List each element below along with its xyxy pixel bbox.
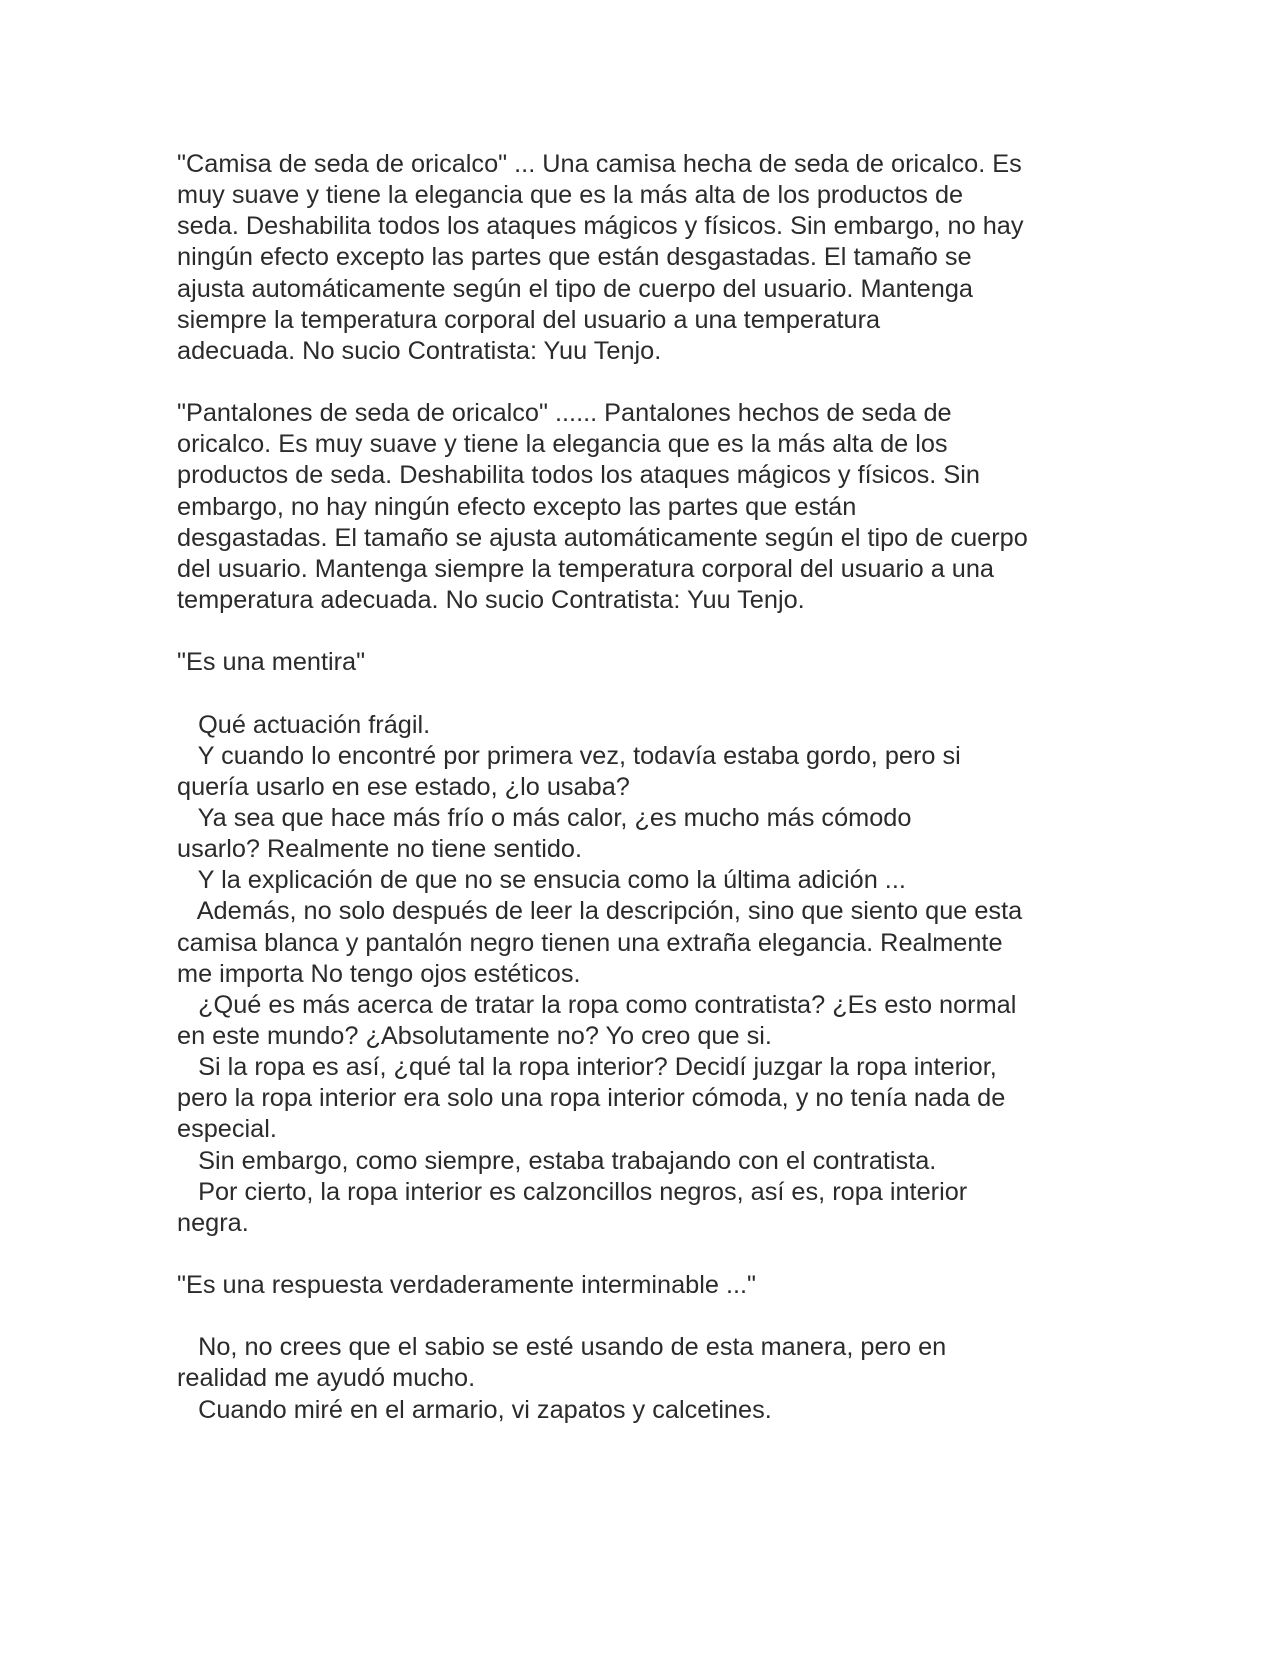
text-line: negra.: [177, 1208, 249, 1237]
text-line: Ya sea que hace más frío o más calor, ¿es mucho más cómodo: [177, 803, 912, 832]
text-line: seda. Deshabilita todos los ataques mágicos y físicos. Sin embargo, no hay: [177, 212, 1024, 241]
blank-line: [177, 1239, 1107, 1270]
text-line: quería usarlo en ese estado, ¿lo usaba?: [177, 772, 630, 801]
blank-line: [177, 616, 1107, 647]
text-line: Y la explicación de que no se ensucia como la última adición ...: [177, 866, 906, 895]
document-text: [177, 149, 1107, 1426]
text-line: Por cierto, la ropa interior es calzoncillos negros, así es, ropa interior: [177, 1177, 968, 1206]
text-line: me importa No tengo ojos estéticos.: [177, 959, 581, 988]
blank-line: [177, 678, 1107, 709]
text-line: Sin embargo, como siempre, estaba trabajando con el contratista.: [177, 1146, 937, 1175]
text-line: del usuario. Mantenga siempre la temperatura corporal del usuario a una: [177, 554, 994, 583]
text-line: embargo, no hay ningún efecto excepto las partes que están: [177, 492, 857, 521]
text-line: adecuada. No sucio Contratista: Yuu Tenjo.: [177, 336, 662, 365]
blank-line: [177, 367, 1107, 398]
text-line: Además, no solo después de leer la descripción, sino que siento que esta: [177, 897, 1023, 926]
text-line: Y cuando lo encontré por primera vez, todavía estaba gordo, pero si: [177, 741, 961, 770]
text-line: "Camisa de seda de oricalco" ... Una camisa hecha de seda de oricalco. Es: [177, 150, 1022, 178]
text-line: Qué actuación frágil.: [177, 710, 431, 739]
text-line: "Es una respuesta verdaderamente interminable ...": [177, 1271, 757, 1300]
text-line: ningún efecto excepto las partes que están desgastadas. El tamaño se: [177, 243, 972, 272]
text-line: en este mundo? ¿Absolutamente no? Yo creo que si.: [177, 1021, 772, 1050]
text-line: oricalco. Es muy suave y tiene la elegancia que es la más alta de los: [177, 430, 948, 459]
text-line: camisa blanca y pantalón negro tienen una extraña elegancia. Realmente: [177, 928, 1003, 957]
text-line: realidad me ayudó mucho.: [177, 1364, 476, 1393]
text-line: Si la ropa es así, ¿qué tal la ropa interior? Decidí juzgar la ropa interior,: [177, 1053, 997, 1082]
blank-line: [177, 1301, 1107, 1332]
text-line: pero la ropa interior era solo una ropa interior cómoda, y no tenía nada de: [177, 1084, 1006, 1113]
text-line: ¿Qué es más acerca de tratar la ropa como contratista? ¿Es esto normal: [177, 990, 1017, 1019]
text-line: No, no crees que el sabio se esté usando de esta manera, pero en: [177, 1333, 947, 1362]
text-line: desgastadas. El tamaño se ajusta automáticamente según el tipo de cuerpo: [177, 523, 1028, 552]
text-line: siempre la temperatura corporal del usuario a una temperatura: [177, 305, 881, 334]
text-line: muy suave y tiene la elegancia que es la más alta de los productos de: [177, 181, 964, 210]
text-line: "Es una mentira": [177, 648, 366, 677]
text-line: Cuando miré en el armario, vi zapatos y calcetines.: [177, 1395, 772, 1424]
text-line: especial.: [177, 1115, 277, 1144]
text-line: usarlo? Realmente no tiene sentido.: [177, 835, 583, 864]
text-line: temperatura adecuada. No sucio Contratista: Yuu Tenjo.: [177, 585, 805, 614]
text-line: "Pantalones de seda de oricalco" ...... Pantalones hechos de seda de: [177, 399, 952, 428]
text-line: ajusta automáticamente según el tipo de cuerpo del usuario. Mantenga: [177, 274, 973, 303]
text-line: productos de seda. Deshabilita todos los ataques mágicos y físicos. Sin: [177, 461, 980, 490]
